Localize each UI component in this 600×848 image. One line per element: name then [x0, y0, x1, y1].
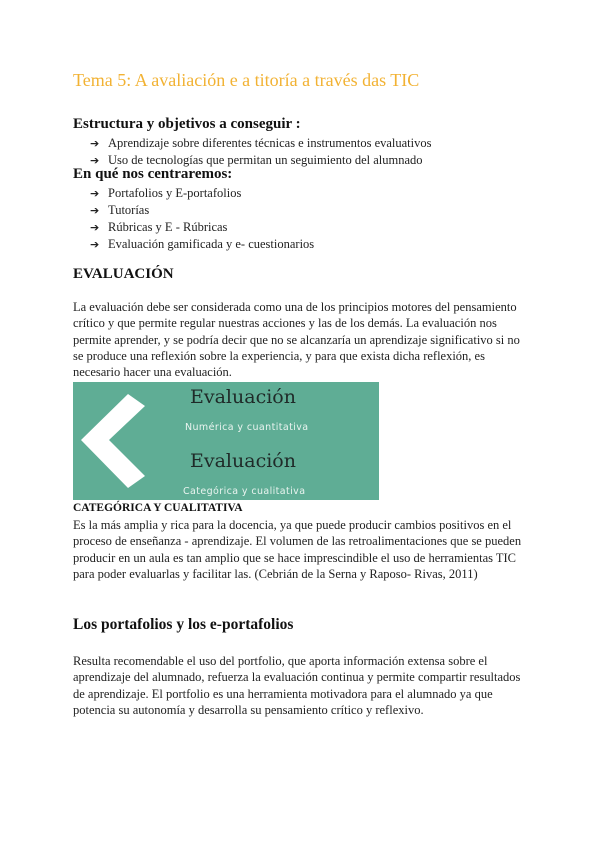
evaluation-banner	[73, 382, 379, 500]
list-item: ➔ Rúbricas y E - Rúbricas	[90, 220, 228, 234]
focus-heading: En qué nos centraremos:	[73, 166, 233, 182]
page-title: Tema 5: A avaliación e a titoría a través das TIC	[73, 70, 420, 90]
list-item: ➔ Evaluación gamificada y e- cuestionarios	[90, 237, 315, 251]
categorica-heading: CATEGÓRICA Y CUALITATIVA	[73, 502, 243, 514]
focus-list	[90, 185, 314, 253]
arrow-icon: ➔	[90, 154, 100, 167]
portafolios-paragraph: Resulta recomendable el uso del portfolio, que aporta información extensa sobre el aprendizaje del alumnado, refuerza la evaluación continua y permite compartir resultados de aprendizaje. El portfolio es una herramienta motivadora para el alumnado ya que potencia su autonomía y desarrolla su pensamiento crítico y reflexivo.	[73, 654, 521, 717]
banner-top-title: Evaluación	[190, 386, 296, 408]
list-item: ➔ Portafolios y E-portafolios	[90, 186, 242, 200]
banner-top-subtitle: Numérica y cuantitativa	[185, 422, 309, 433]
arrow-icon: ➔	[90, 221, 100, 234]
list-item: ➔ Tutorías	[90, 203, 150, 217]
arrow-icon: ➔	[90, 187, 100, 200]
banner-bottom-title: Evaluación	[190, 450, 296, 472]
evaluacion-paragraph: La evaluación debe ser considerada como una de los principios motores del pensamiento crítico y que permite regular nuestras acciones y las de los demás. La evaluación nos permite aprender, y se podría decir que no se alcanzaría un aprendizaje significativo si no se produce una reflexión sobre la experiencia, y para que exista dicha reflexión, es necesario hacer una evaluación.	[73, 300, 520, 380]
arrow-icon: ➔	[90, 137, 100, 150]
categorica-paragraph: Es la más amplia y rica para la docencia, ya que puede producir cambios positivos en el proceso de enseñanza - aprendizaje. El volumen de las retroalimentaciones que se pueden producir en un aula es tan amplio que se hace imprescindible el uso de herramientas TIC para poder evaluarlas y facilitar las. (Cebrián de la Serna y Raposo- Rivas, 2011)	[73, 518, 522, 581]
arrow-icon: ➔	[90, 204, 100, 217]
list-item: ➔ Aprendizaje sobre diferentes técnicas e instrumentos evaluativos	[90, 136, 432, 150]
banner-bottom-subtitle: Categórica y cualitativa	[183, 486, 306, 497]
objectives-heading: Estructura y objetivos a conseguir :	[73, 116, 301, 132]
objectives-list	[90, 135, 432, 169]
evaluacion-heading: EVALUACIÓN	[73, 266, 174, 282]
portafolios-heading: Los portafolios y los e-portafolios	[73, 616, 294, 633]
arrow-icon: ➔	[90, 238, 100, 251]
list-item: ➔ Uso de tecnologías que permitan un seguimiento del alumnado	[90, 153, 423, 167]
